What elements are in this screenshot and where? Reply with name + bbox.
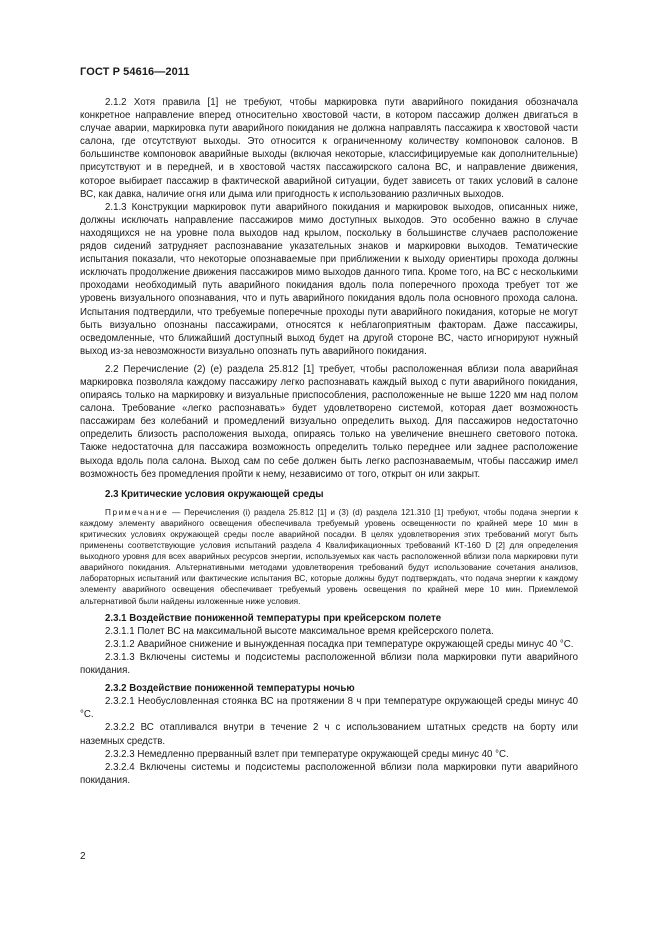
note-body: — Перечисления (i) раздела 25.812 [1] и (3) (d) раздела 121.310 [1] требуют, чтобы подача энергии к каждому элементу аварийного освещения обеспечивала требуемый уровень освещенности по крайней мере 10 мин в критических условиях окружающей среды после аварийной посадки. В целях удовлетворения этих требований могут быть применены соответствующие условия испытаний раздела 4 Квалификационных требований КТ-160 D [2] для определения выходного уровня для всех аварийных ресурсов энергии, используемых как часть расположенной вблизи пола маркировки пути аварийного покидания. Альтернативными методами удовлетворения требований будут использование сочетания анализов, лабораторных испытаний или фактические испытания ВС, которые должны будут подтверждать, что подача энергии к каждому элементу аварийного освещения обеспечивает требуемый уровень освещения по крайней мере 10 мин. Приемлемой альтернативой были найдены изложенные ниже условия. bbox=[80, 507, 578, 606]
item-2-3-2-4: 2.3.2.4 Включены системы и подсистемы расположенной вблизи пола маркировки пути аварийного покидания. bbox=[80, 761, 578, 786]
document-code-header: ГОСТ Р 54616—2011 bbox=[80, 66, 190, 78]
item-2-3-2-2: 2.3.2.2 ВС отапливался внутри в течение 2 ч с использованием штатных средств на борту или наземных средств. bbox=[80, 722, 578, 747]
page-number: 2 bbox=[80, 851, 86, 862]
document-body bbox=[80, 96, 578, 787]
item-2-3-1-2: 2.3.1.2 Аварийное снижение и вынужденная посадка при температуре окружающей среды минус 40 °С. bbox=[105, 638, 574, 650]
section-2-3-1-title: 2.3.1 Воздействие пониженной температуры при крейсерском полете bbox=[105, 612, 442, 624]
note-lead: Примечание bbox=[105, 507, 169, 517]
paragraph-2-1-2: 2.1.2 Хотя правила [1] не требуют, чтобы маркировка пути аварийного покидания обозначала конкретное направление вперед относительно хвостовой части, в котором пассажир должен двигаться в случае аварии, маркировка пути аварийного покидания не должна направлять пассажира к хвостовой части салона, где отсутствуют выходы. Это относится к ограниченному количеству компоновок салонов. В большинстве компоновок аварийные выходы (включая некоторые, классифицируемые как дополнительные) присутствуют и в передней, и в хвостовой частях пассажирского салона ВС, и направление движения, которое выбирает пассажир в фактической аварийной ситуации, будет зависеть от таких условий в салоне ВС, как давка, наличие огня или дыма или пригодность к использованию различных выходов. bbox=[80, 97, 578, 200]
section-2-3-title: 2.3 Критические условия окружающей среды bbox=[105, 488, 324, 500]
item-2-3-2-1: 2.3.2.1 Необусловленная стоянка ВС на протяжении 8 ч при температуре окружающей среды минус 40 °С. bbox=[80, 696, 578, 721]
paragraph-2-2: 2.2 Перечисление (2) (e) раздела 25.812 [1] требует, чтобы расположенная вблизи пола аварийная маркировка позволяла каждому пассажиру легко распознавать каждый выход с пути аварийного покидания, опираясь только на маркировку и визуальные приспособления, расположенные не выше 1220 мм над полом салона. Требование «легко распознавать» будет удовлетворено системой, которая дает возможность пассажирам без колебаний и промедлений визуально определить выход. Для пассажиров недостаточно определить близость расположения выхода, опираясь только на увеличение внешнего светового потока. Также недостаточна для пассажира возможность определить только переднее или заднее расположение выхода вдоль пола салона. Выход сам по себе должен быть легко распознаваемым, чтобы пассажир имел возможность без промедления пройти к нему, независимо от того, открыт он или закрыт. bbox=[80, 363, 578, 480]
item-2-3-1-1: 2.3.1.1 Полет ВС на максимальной высоте максимальное время крейсерского полета. bbox=[105, 625, 494, 637]
item-2-3-1-3: 2.3.1.3 Включены системы и подсистемы расположенной вблизи пола маркировки пути аварийного покидания. bbox=[80, 651, 578, 677]
paragraph-2-1-3: 2.1.3 Конструкции маркировок пути аварийного покидания и маркировок выходов, описанных ниже, должны исключать направление пассажиров мимо доступных выходов. Это особенно важно в случае находящихся не на уровне пола выходов над крылом, поскольку в большинстве случаев расположение рядов сидений затрудняет распознавание указательных знаков и маркировки выходов. Тематические испытания показали, что некоторые опознаваемые при приближении к выходу ориентиры прохода должны исключать продолжение движения пассажиров мимо выходов данного типа. Кроме того, на ВС с несколькими проходами необходимый путь аварийного покидания вдоль пола поперечного прохода требует тот же уровень визуального опознавания, что и путь аварийного покидания вдоль пола основного прохода салона. Испытания подтвердили, что требуемые поперечные проходы пути аварийного покидания, которые не могут быть визуально опознаны пассажирами, относятся к неблагоприятным факторам. Даже пассажиры, осведомленные, что ближайший доступный выход будет на другой стороне ВС, часто игнорируют нужный выход из-за невозможности визуально опознать путь аварийного покидания. bbox=[80, 201, 578, 357]
item-2-3-2-3: 2.3.2.3 Немедленно прерванный взлет при температуре окружающей среды минус 40 °С. bbox=[105, 748, 509, 760]
section-2-3-2-title: 2.3.2 Воздействие пониженной температуры ночью bbox=[105, 683, 355, 695]
note-paragraph bbox=[80, 507, 578, 607]
